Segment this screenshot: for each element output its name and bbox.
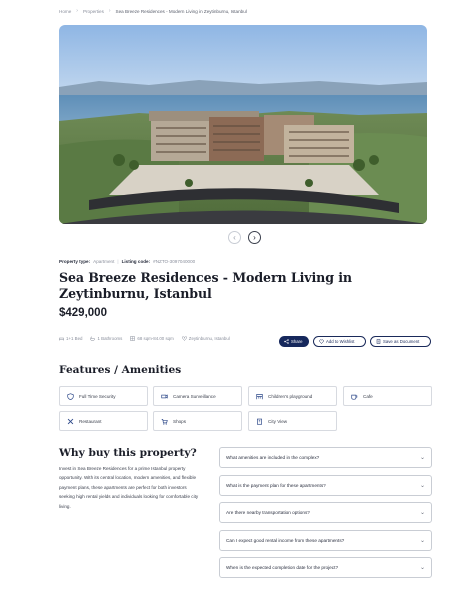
spec-area — [130, 336, 173, 341]
faq-question: What amenities are included in the complex? — [226, 455, 320, 460]
amenity-shops — [153, 411, 242, 431]
faq-item[interactable] — [219, 530, 432, 551]
bath-icon — [90, 336, 95, 341]
share-button-label: Share — [291, 339, 303, 344]
features-heading: Features / Amenities — [59, 364, 182, 376]
chevron-down-icon: ⌄ — [419, 483, 425, 489]
chevron-down-icon: ⌄ — [419, 510, 425, 516]
listing-code-label: Listing code: — [121, 259, 151, 264]
property-title: Sea Breeze Residences - Modern Living in Zeytinburnu, Istanbul — [59, 270, 352, 301]
area-icon — [130, 336, 135, 341]
spec-baths — [90, 336, 122, 341]
document-icon — [376, 339, 381, 344]
property-price: $429,000 — [59, 307, 107, 319]
why-buy-heading: Why buy this property? — [59, 447, 197, 459]
faq-question: Are there nearby transportation options? — [226, 510, 310, 515]
spec-location — [182, 336, 230, 341]
amenity-label: Full Time Security — [79, 393, 116, 399]
share-button[interactable] — [279, 336, 309, 347]
why-buy-text: Invest in Sea Breeze Residences for a prime Istanbul property opportunity. With its central location, modern amenities, and flexible payment plans, these apartments are perfect for both investors seeking high rental yields and individuals looking for comfortable city living. — [59, 466, 199, 509]
bed-icon — [59, 336, 64, 341]
amenity-label: Camera Surveillance — [173, 393, 216, 399]
utensils-icon — [67, 418, 74, 425]
spec-location-value: Zeytinburnu, Istanbul — [188, 336, 230, 341]
building-icon — [256, 418, 263, 425]
chevron-down-icon: ⌄ — [419, 565, 425, 571]
property-actions — [279, 336, 431, 347]
breadcrumb-properties-link[interactable]: Properties — [82, 8, 104, 14]
amenity-full-time-security — [59, 386, 148, 406]
listing-code-value: #NZTO-3097040000 — [153, 259, 196, 264]
faq-item[interactable] — [219, 447, 432, 468]
coffee-icon — [351, 393, 358, 400]
chevron-left-icon: ‹ — [233, 232, 236, 242]
add-to-wishlist-button[interactable] — [313, 336, 366, 347]
faq-item[interactable] — [219, 475, 432, 496]
amenity-label: Shops — [173, 418, 187, 424]
faq-question: Can I expect good rental income from these apartments? — [226, 538, 345, 543]
carousel-controls — [228, 231, 261, 244]
property-hero-image[interactable] — [59, 25, 427, 224]
amenity-city-view — [248, 411, 337, 431]
amenity-childrens-playground — [248, 386, 337, 406]
meta-divider: | — [117, 259, 119, 264]
property-type-label: Property type: — [59, 259, 91, 264]
chevron-down-icon: ⌄ — [419, 455, 425, 461]
amenity-label: City View — [268, 418, 288, 424]
amenity-label: Restaurant — [79, 418, 102, 424]
wishlist-button-label: Add to Wishlist — [326, 339, 355, 344]
document-button-label: Save as Document — [383, 339, 420, 344]
share-icon — [284, 339, 289, 344]
next-image-button[interactable] — [248, 231, 261, 244]
heart-icon — [319, 339, 324, 344]
amenity-restaurant — [59, 411, 148, 431]
location-pin-icon — [182, 336, 187, 341]
previous-image-button[interactable] — [228, 231, 241, 244]
camera-icon — [161, 393, 168, 400]
faq-question: What is the payment plan for these apartments? — [226, 483, 326, 488]
property-photo — [59, 25, 427, 224]
breadcrumb-current: Sea Breeze Residences - Modern Living in Zeytinburnu, Istanbul — [115, 8, 247, 14]
amenity-label: Cafe — [363, 393, 373, 399]
spec-beds — [59, 336, 82, 341]
chevron-right-icon: › — [108, 8, 111, 14]
chevron-down-icon: ⌄ — [419, 538, 425, 544]
playground-icon — [256, 393, 263, 400]
chevron-right-icon: › — [76, 8, 78, 14]
chevron-right-icon: › — [253, 232, 256, 242]
amenity-camera-surveillance — [153, 386, 242, 406]
property-type-value: Apartment — [93, 259, 115, 264]
breadcrumb — [59, 6, 247, 16]
shield-icon — [67, 393, 74, 400]
faq-item[interactable] — [219, 502, 432, 523]
cart-icon — [161, 418, 168, 425]
listing-meta — [59, 259, 195, 264]
breadcrumb-home-link[interactable]: Home — [59, 8, 72, 14]
amenity-cafe — [343, 386, 432, 406]
amenity-label: Children's playground — [268, 393, 313, 399]
spec-area-value: 68 sqm-84.00 sqm — [137, 336, 174, 341]
faq-item[interactable] — [219, 557, 432, 578]
save-as-document-button[interactable] — [370, 336, 431, 347]
property-specs — [59, 336, 230, 341]
faq-question: When is the expected completion date for the project? — [226, 565, 339, 570]
spec-beds-value: 1+1 Bed — [66, 336, 83, 341]
spec-baths-value: 1 Bathrooms — [97, 336, 123, 341]
